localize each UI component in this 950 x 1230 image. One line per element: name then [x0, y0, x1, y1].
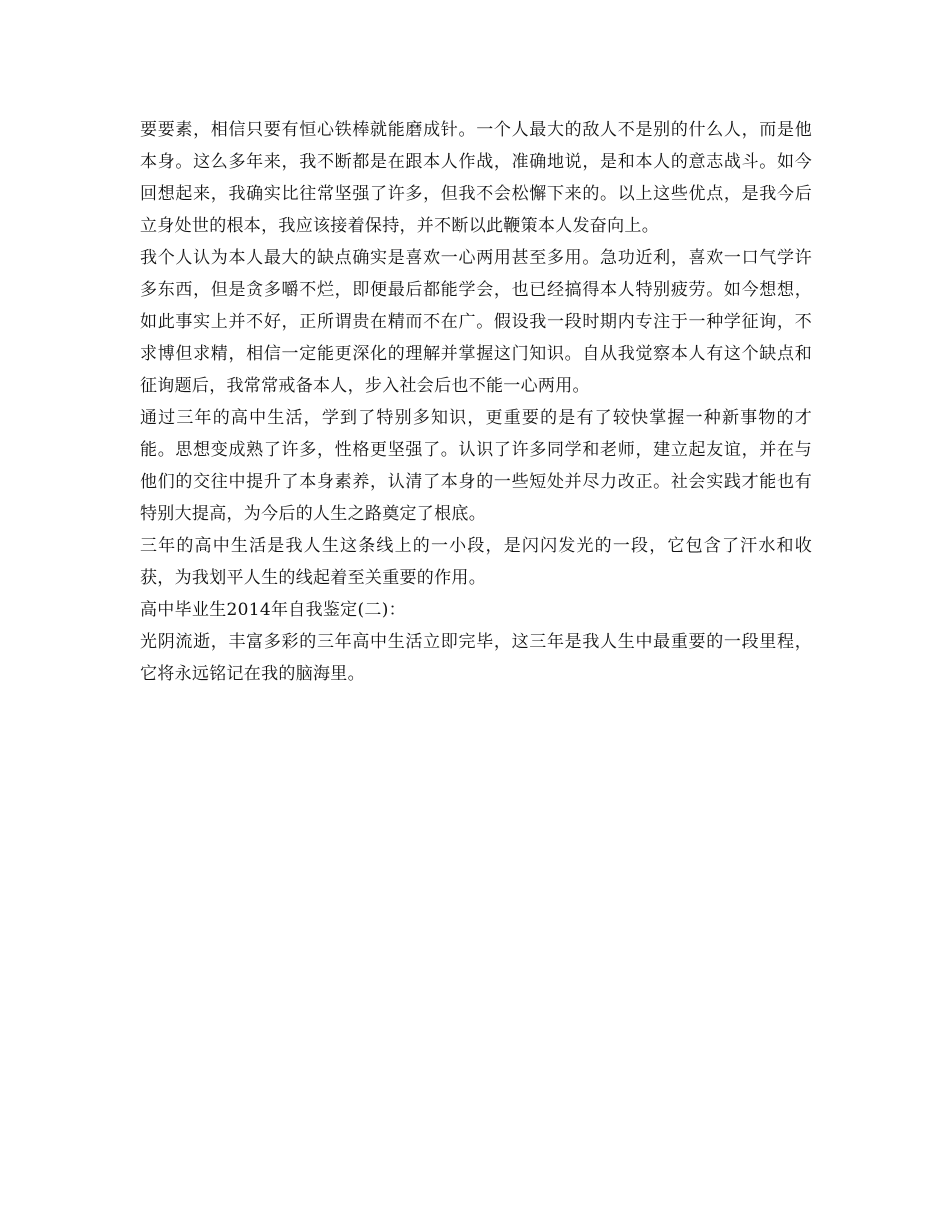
paragraph: 要要素，相信只要有恒心铁棒就能磨成针。一个人最大的敌人不是别的什么人，而是他本身。这么多年来，我不断都是在跟本人作战，准确地说，是和本人的意志战斗。如今回想起来，我确实比往常坚强了许多，但我不会松懈下来的。以上这些优点，是我今后立身处世的根本，我应该接着保持，并不断以此鞭策本人发奋向上。 [140, 120, 812, 236]
paragraph: 三年的高中生活是我人生这条线上的一小段，是闪闪发光的一段，它包含了汗水和收获，为我划平人生的线起着至关重要的作用。 [140, 536, 812, 588]
document-body [140, 114, 812, 690]
paragraph: 光阴流逝，丰富多彩的三年高中生活立即完毕，这三年是我人生中最重要的一段里程，它将永远铭记在我的脑海里。 [140, 632, 812, 684]
section-heading: 高中毕业生2014年自我鉴定(二)： [140, 600, 406, 620]
paragraph: 通过三年的高中生活，学到了特别多知识，更重要的是有了较快掌握一种新事物的才能。思想变成熟了许多，性格更坚强了。认识了许多同学和老师，建立起友谊，并在与他们的交往中提升了本身素养，认清了本身的一些短处并尽力改正。社会实践才能也有特别大提高，为今后的人生之路奠定了根底。 [140, 408, 812, 524]
paragraph: 我个人认为本人最大的缺点确实是喜欢一心两用甚至多用。急功近利，喜欢一口气学许多东西，但是贪多嚼不烂，即便最后都能学会，也已经搞得本人特别疲劳。如今想想，如此事实上并不好，正所谓贵在精而不在广。假设我一段时期内专注于一种学征询，不求博但求精，相信一定能更深化的理解并掌握这门知识。自从我觉察本人有这个缺点和征询题后，我常常戒备本人，步入社会后也不能一心两用。 [140, 248, 812, 396]
